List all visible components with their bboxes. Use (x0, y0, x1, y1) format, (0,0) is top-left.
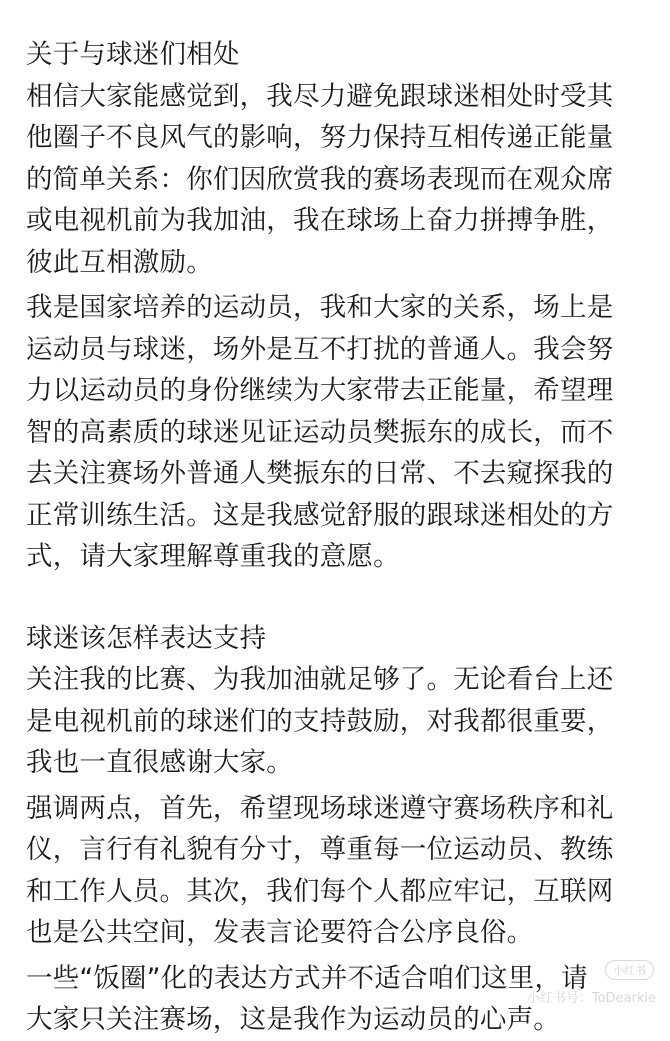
section-support (26, 618, 654, 1041)
text-line: 和工作人员。其次，我们每个人都应牢记，互联网 (26, 875, 614, 907)
section-heading: 关于与球迷们相处 (26, 39, 240, 70)
paragraph (26, 76, 654, 284)
text-line: 他圈子不良风气的影响，努力保持互相传递正能量 (26, 122, 614, 153)
watermark-logo: 小红书 (605, 960, 654, 980)
text-line: 也是公共空间，发表言论要符合公序良俗。 (26, 917, 534, 948)
text-line: 我也一直很感谢大家。 (26, 747, 293, 778)
document-body (26, 34, 654, 1041)
text-line: 仪，言行有礼貌有分寸，尊重每一位运动员、教练 (26, 834, 614, 865)
text-line: 我是国家培养的运动员，我和大家的关系，场上是 (26, 292, 614, 323)
text-line: 智的高素质的球迷见证运动员樊振东的成长，而不 (26, 416, 614, 448)
paragraph (26, 788, 654, 954)
watermark-text: 小红书号：ToDearkie (526, 991, 656, 1006)
section-heading: 球迷该怎样表达支持 (26, 622, 267, 654)
section-fan-relations (26, 34, 654, 578)
text-line: 力以运动员的身份继续为大家带去正能量，希望理 (26, 375, 614, 406)
text-line: 大家只关注赛场，这是我作为运动员的心声。 (26, 1004, 560, 1035)
text-line: 强调两点，首先，希望现场球迷遵守赛场秩序和礼 (26, 792, 614, 824)
paragraph (26, 287, 654, 578)
text-line: 式，请大家理解尊重我的意愿。 (26, 541, 400, 572)
text-line: 正常训练生活。这是我感觉舒服的跟球迷相处的方 (26, 499, 614, 531)
paragraph (26, 659, 654, 784)
text-line: 的简单关系：你们因欣赏我的赛场表现而在观众席 (26, 163, 614, 195)
text-line: 去关注赛场外普通人樊振东的日常、不去窥探我的 (26, 458, 614, 489)
text-line: 关注我的比赛、为我加油就足够了。无论看台上还 (26, 664, 614, 695)
text-line: 相信大家能感觉到，我尽力避免跟球迷相处时受其 (26, 80, 614, 112)
text-line: 运动员与球迷，场外是互不打扰的普通人。我会努 (26, 333, 614, 365)
text-line: 一些“饭圈”化的表达方式并不适合咱们这里，请 (26, 962, 588, 994)
text-line: 或电视机前为我加油，我在球场上奋力拼搏争胜， (26, 205, 614, 236)
text-line: 彼此互相激励。 (26, 246, 213, 278)
text-line: 是电视机前的球迷们的支持鼓励，对我都很重要， (26, 705, 614, 737)
